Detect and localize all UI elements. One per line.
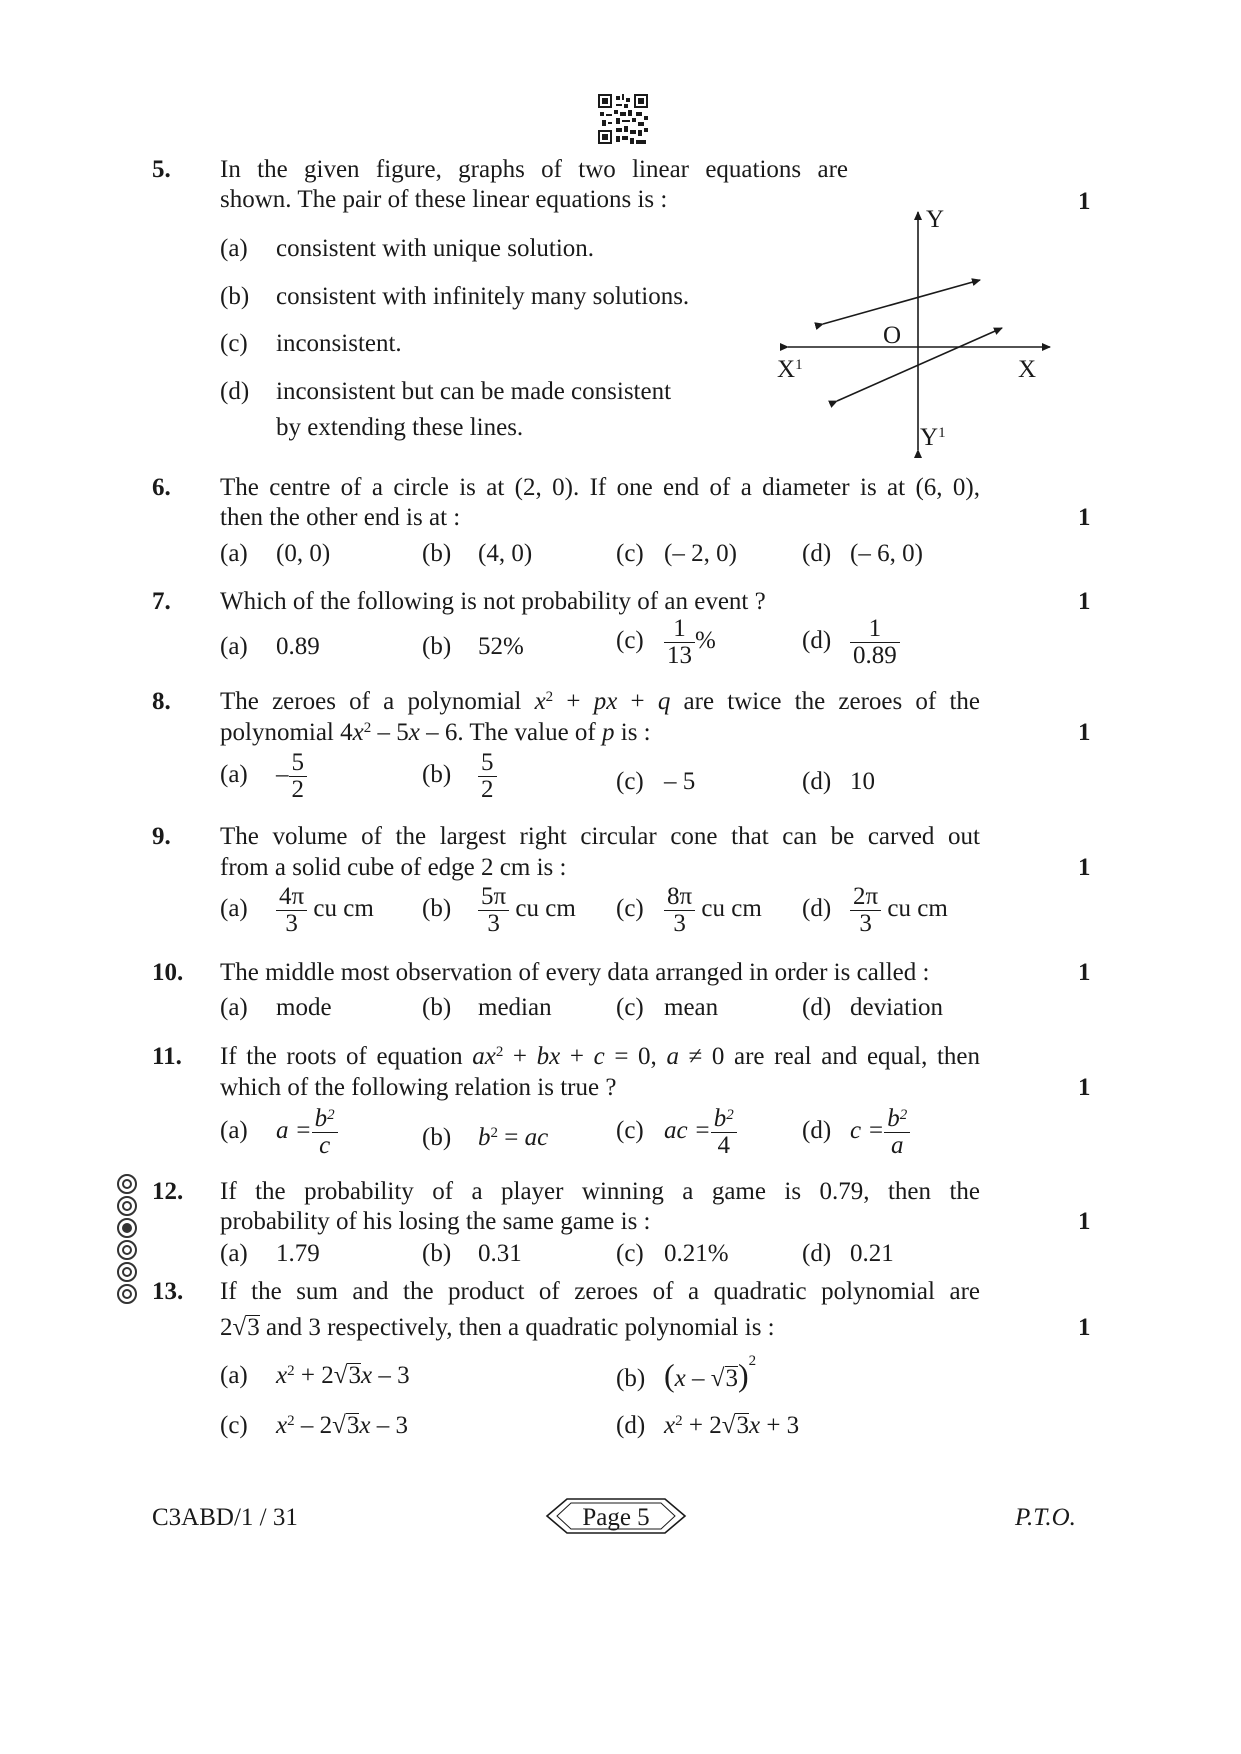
option: (d) deviation	[802, 994, 944, 1021]
option: (a) (0, 0)	[220, 540, 331, 567]
option: (a) a = $\frac{b^2}{c}$	[220, 1106, 338, 1159]
question-text: The volume of the largest right circular cone that can be carved out	[220, 823, 980, 850]
y1-axis-label: $Y^1$	[920, 424, 946, 451]
line-1	[823, 280, 980, 324]
option: (b) consistent with infinitely many solutions.	[220, 283, 690, 310]
option: (b) (x – √3)$^2$	[616, 1353, 757, 1393]
x1-axis-label: $X^1$	[777, 356, 803, 383]
question-text: Which of the following is not probability of an event ?	[220, 588, 766, 615]
question-text: The centre of a circle is at (2, 0). If one end of a diameter is at (6, 0),	[220, 474, 980, 501]
option: (b) $\frac{5}{2}$	[422, 750, 497, 803]
pto-label: P.T.O.	[1015, 1504, 1076, 1531]
option: (b) $b^2$ = ac	[422, 1124, 549, 1151]
option: (c) 0.21%	[616, 1240, 729, 1267]
question-text: 2√3 and 3 respectively, then a quadratic polynomial is :	[220, 1314, 775, 1341]
x-axis-label: X	[1018, 356, 1037, 383]
marks: 1	[1078, 588, 1091, 615]
line-2	[837, 328, 1002, 401]
swirl-ornament-icon	[117, 1240, 137, 1260]
swirl-ornament-icon	[117, 1218, 137, 1238]
y-axis-label: Y	[926, 206, 945, 233]
question-number: 6.	[152, 474, 171, 501]
option: (d) $\frac{2\pi}{3}$ cu cm	[802, 883, 948, 937]
swirl-ornament-icon	[117, 1262, 137, 1282]
marks: 1	[1078, 504, 1091, 531]
marks: 1	[1078, 1208, 1091, 1235]
option: (c) inconsistent.	[220, 330, 402, 357]
origin-label: O	[883, 322, 902, 349]
option: (c) $x^2 - 2√3x - 3$	[220, 1412, 408, 1439]
question-number: 9.	[152, 823, 171, 850]
option: (a) $x^2 + 2√3x - 3$	[220, 1362, 410, 1389]
question-text: then the other end is at :	[220, 504, 461, 531]
question-number: 10.	[152, 959, 184, 986]
question-text: The zeroes of a polynomial $x^2$ + px + q are twice the zeroes of the	[220, 688, 981, 715]
option: (d) $\frac{1}{0.89}$	[802, 616, 900, 669]
option: (b) (4, 0)	[422, 540, 533, 567]
option: (b) median	[422, 994, 552, 1021]
option: (c) (– 2, 0)	[616, 540, 737, 567]
question-text: In the given figure, graphs of two linear equations are	[220, 156, 848, 183]
paper-code: C3ABD/1 / 31	[152, 1504, 298, 1531]
option: (d) 0.21	[802, 1240, 894, 1267]
marks: 1	[1078, 1314, 1091, 1341]
question-text: shown. The pair of these linear equations is :	[220, 186, 668, 213]
question-text: probability of his losing the same game is :	[220, 1208, 651, 1235]
marks: 1	[1078, 854, 1091, 881]
question-number: 8.	[152, 688, 171, 715]
linear-graph-figure	[770, 200, 1070, 460]
option: (a) 0.89	[220, 633, 320, 660]
question-text: The middle most observation of every data arranged in order is called :	[220, 959, 930, 986]
option: (d) $x^2 + 2√3x + 3$	[616, 1412, 800, 1439]
qr-code	[598, 94, 648, 144]
marks: 1	[1078, 1074, 1091, 1101]
question-text: which of the following relation is true ?	[220, 1074, 617, 1101]
option: (b) 52%	[422, 633, 524, 660]
option: (c) $\frac{8\pi}{3}$ cu cm	[616, 883, 762, 937]
option: (d) 10	[802, 768, 875, 795]
option: (a) 1.79	[220, 1240, 320, 1267]
question-number: 5.	[152, 156, 171, 183]
swirl-ornament-icon	[117, 1174, 137, 1194]
option: (c) ac = $\frac{b^2}{4}$	[616, 1106, 737, 1159]
option: (a) consistent with unique solution.	[220, 235, 595, 262]
question-text: polynomial $4x^2 - 5x - 6$. The value of p is :	[220, 719, 651, 746]
option: (d) c = $\frac{b^2}{a}$	[802, 1106, 910, 1159]
question-number: 7.	[152, 588, 171, 615]
option: (d) inconsistent but can be made consistent	[220, 378, 672, 405]
question-text: If the sum and the product of zeroes of a quadratic polynomial are	[220, 1278, 980, 1305]
question-number: 13.	[152, 1278, 184, 1305]
question-text: If the probability of a player winning a game is 0.79, then the	[220, 1178, 980, 1205]
marks: 1	[1078, 188, 1091, 215]
marks: 1	[1078, 719, 1091, 746]
swirl-ornament-icon	[117, 1284, 137, 1304]
question-number: 12.	[152, 1178, 184, 1205]
option-continuation: by extending these lines.	[276, 414, 524, 441]
page-number: Page 5	[582, 1504, 650, 1531]
option: (b) 0.31	[422, 1240, 522, 1267]
option: (a) mode	[220, 994, 332, 1021]
swirl-ornament-icon	[117, 1196, 137, 1216]
option: (d) (– 6, 0)	[802, 540, 923, 567]
question-text: from a solid cube of edge 2 cm is :	[220, 854, 567, 881]
option: (c) $\frac{1}{13}$ %	[616, 615, 716, 669]
question-number: 11.	[152, 1043, 182, 1070]
marks: 1	[1078, 959, 1091, 986]
option: (a) – $\frac{5}{2}$	[220, 750, 307, 803]
question-text: If the roots of equation $ax^2$ + bx + c = 0, a ≠ 0 are real and equal, then	[220, 1043, 980, 1070]
option: (c) mean	[616, 994, 719, 1021]
option: (a) $\frac{4\pi}{3}$ cu cm	[220, 883, 374, 937]
option: (b) $\frac{5\pi}{3}$ cu cm	[422, 883, 576, 937]
option: (c) – 5	[616, 768, 696, 795]
